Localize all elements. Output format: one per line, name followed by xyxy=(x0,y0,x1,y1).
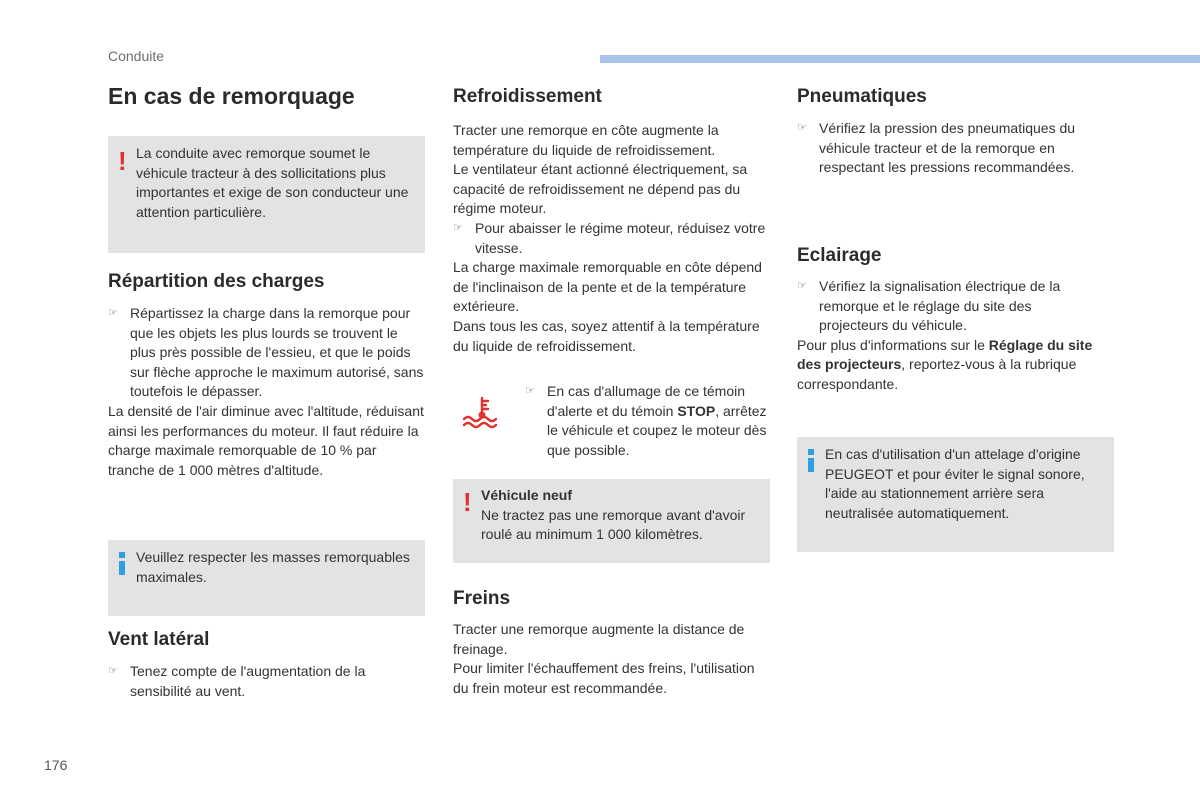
new-vehicle-warning-box xyxy=(453,479,770,563)
page-title: En cas de remorquage xyxy=(108,83,355,109)
info-icon xyxy=(808,449,814,472)
vent-block xyxy=(108,662,426,701)
heading-repartition: Répartition des charges xyxy=(108,271,325,292)
new-vehicle-title: Véhicule neuf xyxy=(481,487,573,503)
paragraph: Dans tous les cas, soyez attentif à la température du liquide de refroidissement. xyxy=(453,317,760,354)
info-box xyxy=(108,540,425,616)
paragraph: La densité de l'air diminue avec l'altitude, réduisant ainsi les performances du moteur. Il faut réduire la charge maximale remorquable de 10 % par tranche de 1 000 mètres d'altitude. xyxy=(108,402,424,478)
warning-box xyxy=(108,136,425,253)
pneumatiques-block xyxy=(797,119,1102,178)
list-item xyxy=(108,662,426,701)
pointing-hand-icon: ☞ xyxy=(108,665,118,677)
pointing-hand-icon: ☞ xyxy=(797,280,807,292)
new-vehicle-body: Ne tractez pas une remorque avant d'avoir roulé au minimum 1 000 kilomètres. xyxy=(481,506,746,543)
list-item-text: Vérifiez la signalisation électrique de la remorque et le réglage du site des projecteurs du véhicule. xyxy=(819,278,1061,334)
list-item xyxy=(108,304,426,402)
list-item xyxy=(797,277,1099,336)
heading-refroidissement: Refroidissement xyxy=(453,86,602,107)
info-icon xyxy=(119,552,125,575)
info-text: En cas d'utilisation d'un attelage d'origine PEUGEOT et pour éviter le signal sonore, l'aide au stationnement arrière sera neutralisée automatiquement. xyxy=(825,446,1085,521)
info-box xyxy=(797,437,1114,552)
stop-label: STOP xyxy=(677,402,716,419)
heading-eclairage: Eclairage xyxy=(797,245,882,266)
header-accent-bar xyxy=(600,55,1200,63)
warning-icon: ! xyxy=(463,487,472,517)
paragraph: Le ventilateur étant actionné électriquement, sa capacité de refroidissement ne dépend pas du régime moteur. xyxy=(453,161,748,217)
section-label: Conduite xyxy=(108,48,165,64)
paragraph-text: Pour plus d'informations sur le xyxy=(797,336,989,353)
pointing-hand-icon: ☞ xyxy=(797,122,807,134)
temoin-text-before: En cas d'allumage de ce témoin d'alerte et du témoin xyxy=(547,383,746,419)
paragraph: La charge maximale remorquable en côte dépend de l'inclinaison de la pente et de la température extérieure. xyxy=(453,259,762,315)
cross-reference: Réglage du site des projecteurs xyxy=(797,336,1093,373)
charges-block xyxy=(108,304,426,480)
list-item xyxy=(453,219,773,258)
warning-icon: ! xyxy=(118,146,127,176)
list-item-text: Répartissez la charge dans la remorque pour que les objets les plus lourds se trouvent le plus près possible de l'essieu, et que le poids sur flèche approche le maximum autorisé, sans toutefois le dépasser. xyxy=(130,305,424,400)
heading-freins: Freins xyxy=(453,588,511,609)
list-item xyxy=(797,119,1102,178)
paragraph: Tracter une remorque augmente la distance de freinage. xyxy=(453,621,745,657)
list-item-text: Tenez compte de l'augmentation de la sensibilité au vent. xyxy=(130,663,366,699)
list-item xyxy=(525,382,770,460)
paragraph-text: , reportez-vous à la rubrique correspondante. xyxy=(797,356,1077,392)
page-number: 176 xyxy=(44,757,68,773)
heading-vent: Vent latéral xyxy=(108,629,210,650)
heading-pneumatiques: Pneumatiques xyxy=(797,86,927,107)
new-vehicle-text xyxy=(481,486,767,545)
coolant-temperature-icon xyxy=(461,396,503,428)
refroidissement-block xyxy=(453,121,773,356)
paragraph: Pour limiter l'échauffement des freins, l'utilisation du frein moteur est recommandée. xyxy=(453,660,755,696)
eclairage-block xyxy=(797,277,1117,395)
freins-block xyxy=(453,620,771,698)
list-item-text: Pour abaisser le régime moteur, réduisez votre vitesse. xyxy=(475,219,766,256)
warning-text: La conduite avec remorque soumet le véhicule tracteur à des sollicitations plus importantes et exige de son conducteur une attention particulière. xyxy=(136,145,409,220)
temoin-block xyxy=(525,382,770,460)
list-item-text: Vérifiez la pression des pneumatiques du véhicule tracteur et de la remorque en respectant les pressions recommandées. xyxy=(819,120,1076,176)
paragraph xyxy=(797,336,1117,395)
pointing-hand-icon: ☞ xyxy=(453,221,463,234)
paragraph: Tracter une remorque en côte augmente la température du liquide de refroidissement. xyxy=(453,122,719,158)
info-text: Veuillez respecter les masses remorquables maximales. xyxy=(136,549,410,585)
temoin-text-after: , arrêtez le véhicule et coupez le moteur dès que possible. xyxy=(547,402,767,458)
pointing-hand-icon: ☞ xyxy=(525,385,535,397)
pointing-hand-icon: ☞ xyxy=(108,307,118,319)
